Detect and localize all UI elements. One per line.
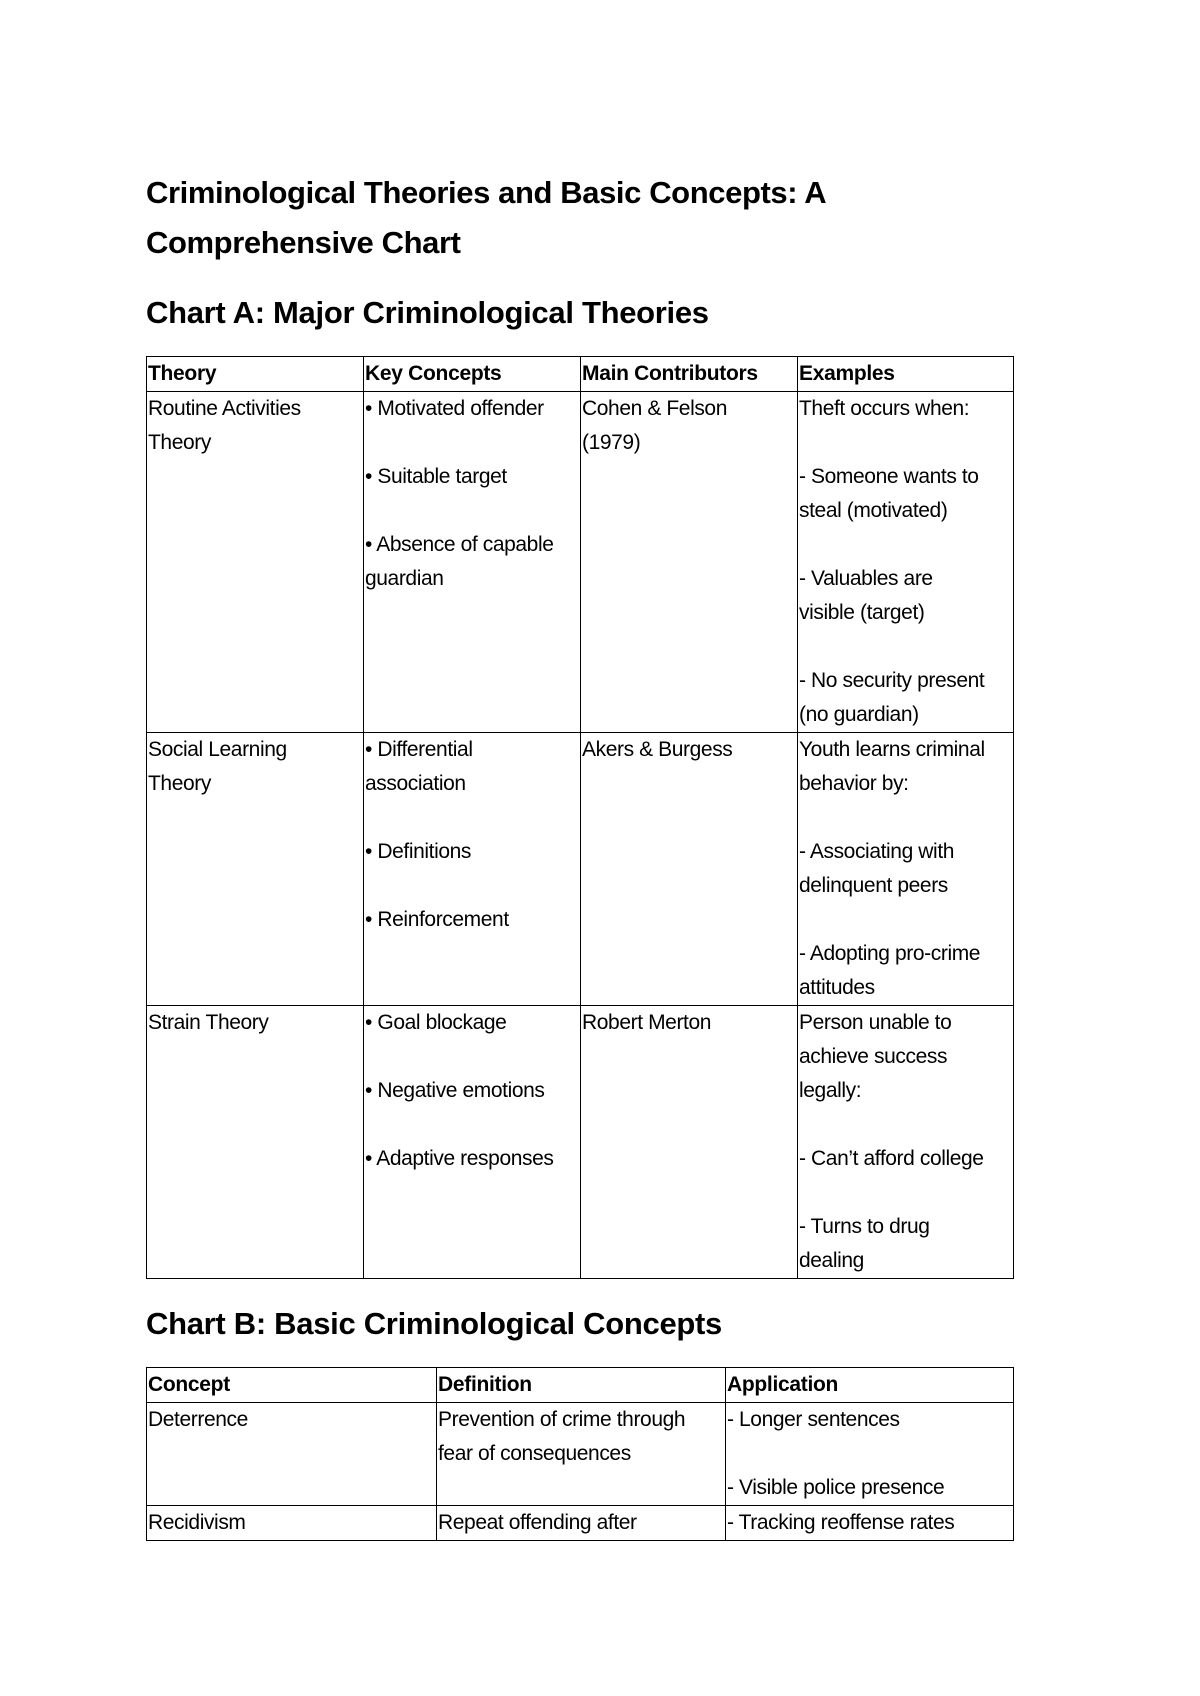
- examples-cell: [798, 392, 1014, 733]
- key-concept-item: • Motivated offender: [365, 397, 544, 420]
- chart-b-header-row: [147, 1368, 1014, 1403]
- definition-cell: [437, 1506, 726, 1541]
- key-concept-item: • Suitable target: [365, 465, 507, 488]
- example-text: attitudes: [799, 976, 875, 999]
- paragraph-gap: [799, 528, 1013, 562]
- example-text: dealing: [799, 1249, 864, 1272]
- table-row: [147, 1006, 1014, 1279]
- example-text: delinquent peers: [799, 874, 948, 897]
- key-concept-item: • Goal blockage: [365, 1011, 507, 1034]
- concept-name: Deterrence: [148, 1408, 248, 1431]
- example-text: (no guardian): [799, 703, 919, 726]
- chart-b-body: [147, 1403, 1014, 1541]
- example-text: Theft occurs when:: [799, 397, 970, 420]
- table-row: [147, 1403, 1014, 1506]
- theory-name: Theory: [148, 772, 211, 795]
- document-title-line-1: Criminological Theories and Basic Concepts: A: [146, 175, 827, 210]
- paragraph-gap: [799, 903, 1013, 937]
- paragraph-gap: [799, 426, 1013, 460]
- contributor-text: (1979): [582, 431, 641, 454]
- key-concepts-cell: [364, 733, 581, 1006]
- paragraph-gap: [365, 801, 580, 835]
- document-title: [146, 168, 1016, 268]
- theory-name: Theory: [148, 431, 211, 454]
- chart-a-header-examples: Examples: [798, 357, 1014, 392]
- contributors-cell: [581, 733, 798, 1006]
- chart-a-heading: Chart A: Major Criminological Theories: [146, 295, 709, 330]
- paragraph-gap: [365, 869, 580, 903]
- example-text: visible (target): [799, 601, 925, 624]
- example-text: steal (motivated): [799, 499, 948, 522]
- key-concept-item: • Definitions: [365, 840, 472, 863]
- example-text: - Associating with: [799, 840, 955, 863]
- paragraph-gap: [799, 801, 1013, 835]
- example-text: - Someone wants to: [799, 465, 979, 488]
- definition-text: fear of consequences: [438, 1442, 631, 1465]
- chart-a-table: [146, 356, 1014, 1279]
- theory-name: Strain Theory: [148, 1011, 269, 1034]
- theory-name: Routine Activities: [148, 397, 301, 420]
- example-text: behavior by:: [799, 772, 909, 795]
- key-concept-item: • Negative emotions: [365, 1079, 545, 1102]
- example-text: - No security present: [799, 669, 985, 692]
- paragraph-gap: [799, 630, 1013, 664]
- chart-b-table: [146, 1367, 1014, 1541]
- contributor-text: Cohen & Felson: [582, 397, 727, 420]
- definition-text: Repeat offending after: [438, 1511, 637, 1534]
- application-cell: [726, 1506, 1014, 1541]
- key-concept-item: • Reinforcement: [365, 908, 509, 931]
- table-row: [147, 1506, 1014, 1541]
- application-text: - Tracking reoffense rates: [727, 1511, 955, 1534]
- chart-b-header-application: Application: [726, 1368, 1014, 1403]
- example-text: - Valuables are: [799, 567, 933, 590]
- chart-a-header-theory: Theory: [147, 357, 364, 392]
- contributors-cell: [581, 1006, 798, 1279]
- theory-cell: [147, 1006, 364, 1279]
- key-concept-item: • Adaptive responses: [365, 1147, 554, 1170]
- key-concept-item: • Absence of capable: [365, 533, 554, 556]
- concept-cell: [147, 1506, 437, 1541]
- contributors-cell: [581, 392, 798, 733]
- examples-cell: [798, 733, 1014, 1006]
- example-text: legally:: [799, 1079, 862, 1102]
- example-text: Youth learns criminal: [799, 738, 985, 761]
- contributor-text: Robert Merton: [582, 1011, 712, 1034]
- table-row: [147, 733, 1014, 1006]
- example-text: achieve success: [799, 1045, 948, 1068]
- paragraph-gap: [799, 1176, 1013, 1210]
- document-title-line-2: Comprehensive Chart: [146, 225, 461, 260]
- key-concept-item: association: [365, 772, 466, 795]
- application-text: - Longer sentences: [727, 1408, 900, 1431]
- theory-cell: [147, 392, 364, 733]
- chart-a-header-row: [147, 357, 1014, 392]
- key-concept-item: guardian: [365, 567, 444, 590]
- document-page: [146, 168, 1016, 1541]
- key-concepts-cell: [364, 1006, 581, 1279]
- key-concepts-cell: [364, 392, 581, 733]
- concept-cell: [147, 1403, 437, 1506]
- application-cell: [726, 1403, 1014, 1506]
- definition-text: Prevention of crime through: [438, 1408, 686, 1431]
- chart-a-header-main-contributors: Main Contributors: [581, 357, 798, 392]
- theory-cell: [147, 733, 364, 1006]
- chart-a-body: [147, 392, 1014, 1279]
- paragraph-gap: [365, 1040, 580, 1074]
- paragraph-gap: [365, 494, 580, 528]
- definition-cell: [437, 1403, 726, 1506]
- theory-name: Social Learning: [148, 738, 287, 761]
- chart-b-heading: Chart B: Basic Criminological Concepts: [146, 1306, 722, 1341]
- concept-name: Recidivism: [148, 1511, 246, 1534]
- example-text: - Adopting pro-crime: [799, 942, 981, 965]
- example-text: - Turns to drug: [799, 1215, 930, 1238]
- paragraph-gap: [365, 1108, 580, 1142]
- paragraph-gap: [727, 1437, 1013, 1471]
- examples-cell: [798, 1006, 1014, 1279]
- chart-b-header-definition: Definition: [437, 1368, 726, 1403]
- key-concept-item: • Differential: [365, 738, 473, 761]
- table-row: [147, 392, 1014, 733]
- chart-a-header-key-concepts: Key Concepts: [364, 357, 581, 392]
- example-text: Person unable to: [799, 1011, 952, 1034]
- example-text: - Can’t afford college: [799, 1147, 984, 1170]
- paragraph-gap: [799, 1108, 1013, 1142]
- application-text: - Visible police presence: [727, 1476, 945, 1499]
- paragraph-gap: [365, 426, 580, 460]
- contributor-text: Akers & Burgess: [582, 738, 733, 761]
- chart-b-header-concept: Concept: [147, 1368, 437, 1403]
